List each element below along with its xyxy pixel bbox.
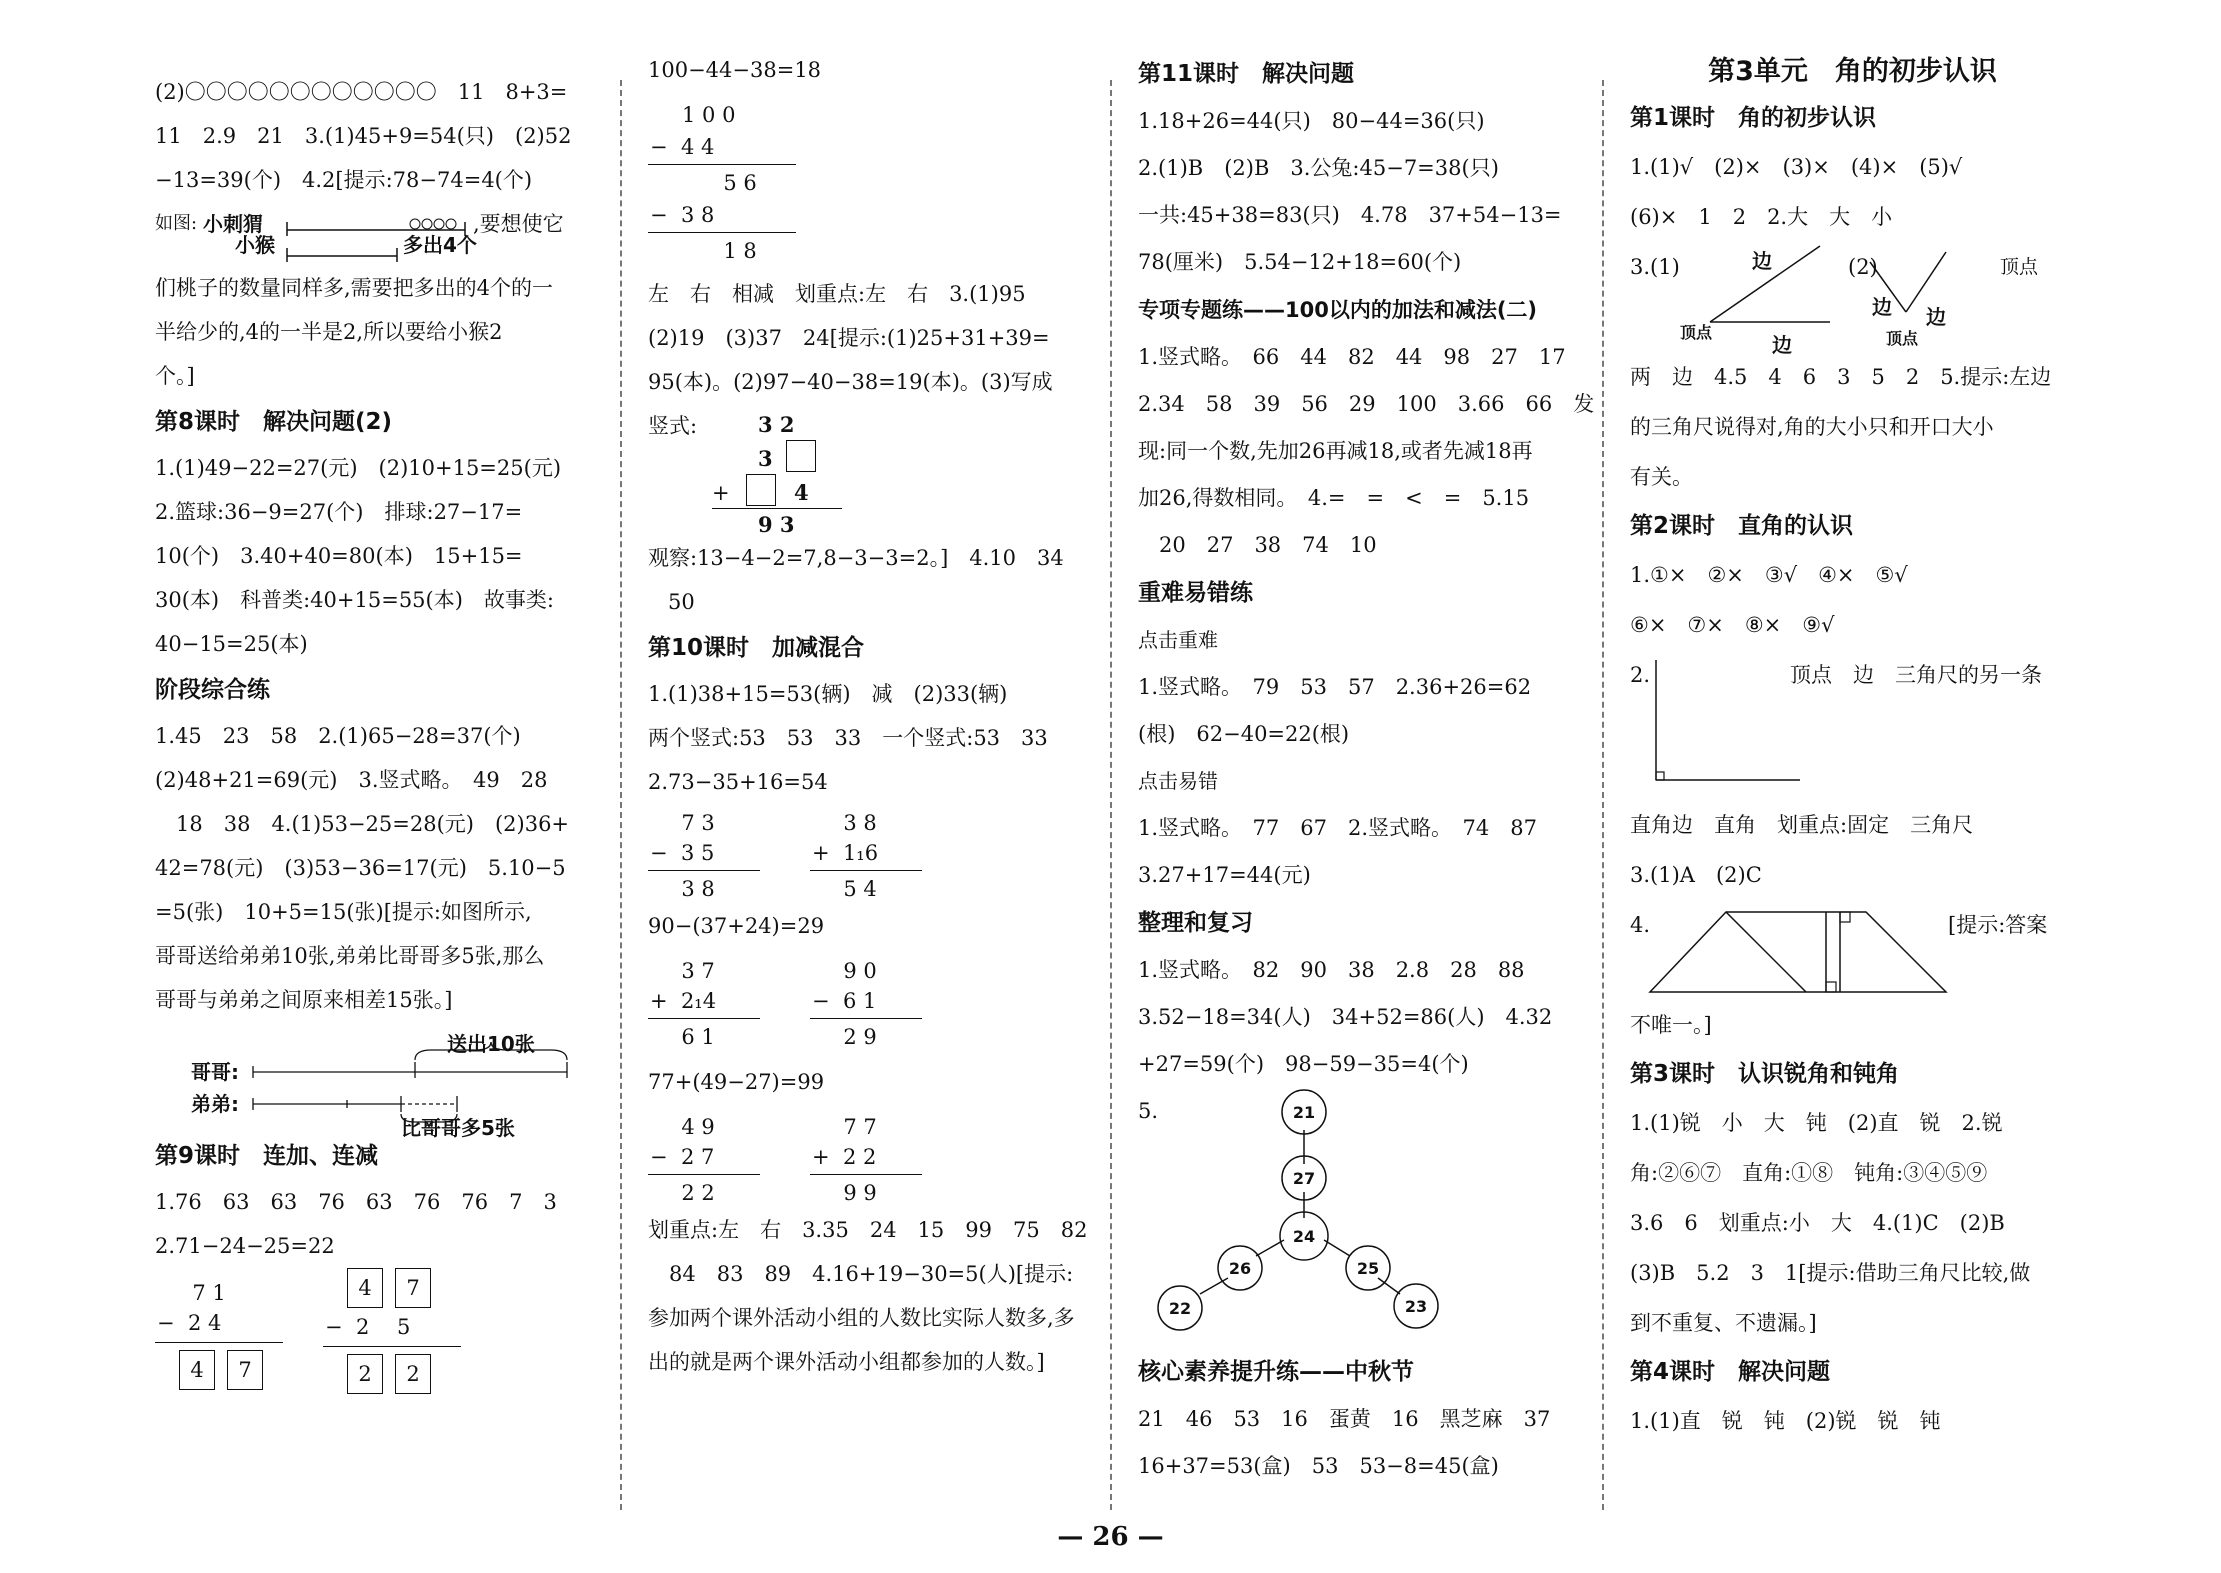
c4-line: (3)B 5.2 3 1[提示:借助三角尺比较,做 [1630, 1261, 2031, 1285]
q4-label: 4. [1630, 913, 1651, 937]
diag-sent: 送出10张 [447, 1032, 535, 1056]
l1-title: 第1课时 角的初步认识 [1630, 105, 1877, 131]
c2-line: 出的就是两个课外活动小组都参加的人数。] [648, 1350, 1045, 1374]
v-row: + 1₁6 [812, 841, 879, 865]
vertical-100-44-38 [648, 92, 1088, 272]
v-line [712, 508, 842, 509]
verticals-row-3 [648, 1104, 1088, 1208]
v-row: 4 9 [668, 1115, 715, 1139]
c2-line: (2)19 (3)37 24[提示:(1)25+31+39= [648, 326, 1050, 350]
lbl-vertex: 顶点 [1886, 329, 1919, 348]
c3-line: 16+37=53(盒) 53 53−8=45(盒) [1138, 1454, 1499, 1478]
v-row: − 2 4 [157, 1311, 222, 1335]
v-row: − 4 4 [650, 135, 715, 159]
c1-line: −13=39(个) 4.2[提示:78−74=4(个) [155, 168, 533, 192]
c1-line: 2.71−24−25=22 [155, 1234, 335, 1258]
stage-title: 阶段综合练 [155, 677, 270, 703]
c4-line: 3.(1)A (2)C [1630, 863, 1762, 887]
c3-line: 3.27+17=44(元) [1138, 863, 1311, 887]
fig-more: 多出4个 [403, 233, 477, 257]
c2-line: 90−(37+24)=29 [648, 914, 825, 938]
v-line [648, 870, 760, 871]
v-row: 9 3 [758, 512, 795, 537]
circle-num: 26 [1228, 1259, 1252, 1278]
v-row: 9 9 [830, 1181, 877, 1205]
page-number: — 26 — [1057, 1522, 1164, 1552]
column-4 [1630, 56, 2075, 1446]
v-row: 3 7 [668, 959, 715, 983]
c1-line: =5(张) 10+5=15(张)[提示:如图所示, [155, 900, 532, 924]
column-separator [620, 80, 622, 1510]
angle-figures [1630, 242, 2075, 357]
q3-2: (2) [1848, 255, 1878, 279]
circle-puzzle-svg [1138, 1088, 1458, 1348]
lbl-vertex-text: 顶点 [2000, 256, 2039, 278]
c1-line: 们桃子的数量同样多,需要把多出的4个的一 [155, 276, 554, 300]
q2-label: 2. [1630, 663, 1651, 687]
c3-line: 一共:45+38=83(只) 4.78 37+54−13= [1138, 203, 1562, 227]
right-angle-figure [1630, 650, 2075, 800]
diag-more: 比哥哥多5张 [401, 1116, 515, 1140]
v-line [810, 1174, 922, 1175]
column-separator [1110, 80, 1112, 1510]
diag-younger: 弟弟: [191, 1092, 239, 1116]
c1-line: 30(本) 科普类:40+15=55(本) 故事类: [155, 588, 554, 612]
c2-line: 100−44−38=18 [648, 58, 822, 82]
c2-line: 77+(49−27)=99 [648, 1070, 825, 1094]
vertical-boxes-47 [323, 1268, 463, 1408]
c1-line: (2)48+21=69(元) 3.竖式略。 49 28 [155, 768, 548, 792]
v-row: 1 8 [710, 239, 757, 263]
circle-num: 27 [1292, 1169, 1316, 1188]
circle-num: 21 [1292, 1103, 1316, 1122]
trapezoid-svg [1646, 908, 1966, 1008]
hard-title: 重难易错练 [1138, 580, 1253, 606]
c4-line: 直角边 直角 划重点:固定 三角尺 [1630, 813, 1974, 837]
c1-line: 个。] [155, 364, 195, 388]
c3-line: 加26,得数相同。 4.= = < = 5.15 [1138, 486, 1530, 510]
v-line [648, 1018, 760, 1019]
circle-num: 22 [1168, 1299, 1192, 1318]
peach-diagram [155, 202, 600, 266]
c4-line: 的三角尺说得对,角的大小只和开口大小 [1630, 415, 1994, 439]
c4-line: 1.①× ②× ③√ ④× ⑤√ [1630, 563, 1908, 587]
c4-line: 1.(1)锐 小 大 钝 (2)直 锐 2.锐 [1630, 1111, 2003, 1135]
c3-line: 1.18+26=44(只) 80−44=36(只) [1138, 109, 1485, 133]
circle-num: 25 [1356, 1259, 1380, 1278]
c1-line: 18 38 4.(1)53−25=28(元) (2)36+ [155, 812, 570, 836]
c2-line: 50 [668, 590, 695, 614]
c3-line: 3.52−18=34(人) 34+52=86(人) 4.32 [1138, 1005, 1553, 1029]
c3-line: 1.竖式略。 66 44 82 44 98 27 17 [1138, 345, 1566, 369]
v-row: 3 8 [830, 811, 877, 835]
c2-line: 84 83 89 4.16+19−30=5(人)[提示: [648, 1262, 1074, 1286]
circle-puzzle [1138, 1088, 1583, 1348]
blank-box [786, 440, 816, 472]
c2-line: 参加两个课外活动小组的人数比实际人数多,多 [648, 1306, 1075, 1330]
c1-line: (2)〇〇〇〇〇〇〇〇〇〇〇〇 11 8+3= [155, 80, 568, 104]
c2-line: 1.(1)38+15=53(辆) 减 (2)33(辆) [648, 682, 1008, 706]
fig-intro: 如图: [155, 213, 198, 234]
v-digit: 3 [758, 446, 773, 471]
c3-line: 2.34 58 39 56 29 100 3.66 66 发 [1138, 392, 1595, 416]
v-plus: + [712, 481, 730, 505]
unit-title: 第3单元 角的初步认识 [1708, 56, 1997, 87]
v-row: − 2 5 [325, 1315, 411, 1339]
diag-brother: 哥哥: [191, 1060, 239, 1084]
v-row: 5 6 [710, 171, 757, 195]
c1-line: 1.45 23 58 2.(1)65−28=37(个) [155, 724, 521, 748]
v-row: 7 1 [179, 1281, 226, 1305]
l4-title: 第4课时 解决问题 [1630, 1359, 1831, 1385]
v-row: 9 0 [830, 959, 877, 983]
review-title: 整理和复习 [1138, 910, 1253, 936]
lbl-edge: 边 [1772, 333, 1792, 357]
c1-line: 10(个) 3.40+40=80(本) 15+15= [155, 544, 523, 568]
v-line [810, 870, 922, 871]
lbl-edge: 边 [1926, 305, 1946, 329]
c4-line: 有关。 [1630, 465, 1693, 489]
c3-line: 78(厘米) 5.54−12+18=60(个) [1138, 250, 1462, 274]
answer-box: 2 [347, 1354, 383, 1394]
v-row: 1 0 0 [682, 103, 736, 127]
q5-label: 5. [1138, 1099, 1159, 1123]
v-row: 7 3 [668, 811, 715, 835]
c2-line: 观察:13−4−2=7,8−3−3=2。] 4.10 34 [648, 546, 1064, 570]
answer-box: 2 [395, 1354, 431, 1394]
c1-line: 半给少的,4的一半是2,所以要给小猴2 [155, 320, 503, 344]
fig-label-hedgehog: 小刺猬 [203, 212, 263, 236]
lbl-vertex: 顶点 [1680, 323, 1713, 342]
core-title: 核心素养提升练——中秋节 [1138, 1359, 1414, 1385]
c1-line: 哥哥送给弟弟10张,弟弟比哥哥多5张,那么 [155, 944, 545, 968]
c3-line: 现:同一个数,先加26再减18,或者先减18再 [1138, 439, 1533, 463]
c1-line: 1.76 63 63 76 63 76 76 7 3 [155, 1190, 557, 1214]
lbl-edge: 边 [1872, 295, 1892, 319]
c2-line: 2.73−35+16=54 [648, 770, 828, 794]
v-row: + 2₁4 [650, 989, 717, 1013]
c2-line: 左 右 相减 划重点:左 右 3.(1)95 [648, 282, 1026, 306]
lbl-edge: 边 [1752, 249, 1772, 273]
c3-line: 1.竖式略。 79 53 57 2.36+26=62 [1138, 675, 1532, 699]
c4-line: (6)× 1 2 2.大 大 小 [1630, 205, 1893, 229]
v-row: − 2 7 [650, 1145, 715, 1169]
lesson10-title: 第10课时 加减混合 [648, 635, 865, 661]
column-1 [155, 70, 600, 1418]
v-line [648, 164, 796, 165]
answer-box: 7 [395, 1268, 431, 1308]
c4-line: ⑥× ⑦× ⑧× ⑨√ [1630, 613, 1835, 637]
answer-box: 4 [179, 1350, 215, 1390]
v-row: 7 7 [830, 1115, 877, 1139]
verticals-row-2 [648, 948, 1088, 1048]
v-row: − 3 8 [650, 203, 715, 227]
c3-line: 2.(1)B (2)B 3.公兔:45−7=38(只) [1138, 156, 1499, 180]
fig-label-monkey: 小猴 [235, 233, 275, 257]
v-line [323, 1346, 461, 1347]
c1-line: 42=78(元) (3)53−36=17(元) 5.10−5 [155, 856, 566, 880]
vertical-32-box [648, 404, 1088, 536]
v-line [648, 232, 796, 233]
c4-line: 角:②⑥⑦ 直角:①⑧ 钝角:③④⑤⑨ [1630, 1161, 1988, 1185]
q3-1: 3.(1) [1630, 255, 1680, 279]
column-separator [1602, 80, 1604, 1510]
trapezoid-figure [1630, 900, 2075, 1000]
c1-line: 2.篮球:36−9=27(个) 排球:27−17= [155, 500, 523, 524]
point-err: 点击易错 [1138, 769, 1218, 793]
c1-line: 1.(1)49−22=27(元) (2)10+15=25(元) [155, 456, 562, 480]
v-row: − 3 5 [650, 841, 715, 865]
v-row: 2 9 [830, 1025, 877, 1049]
c2-line: 划重点:左 右 3.35 24 15 99 75 82 [648, 1218, 1088, 1242]
c4-line: 3.6 6 划重点:小 大 4.(1)C (2)B [1630, 1211, 2005, 1235]
c1-line: 40−15=25(本) [155, 632, 308, 656]
lesson11-title: 第11课时 解决问题 [1138, 61, 1355, 87]
circle-num: 24 [1292, 1227, 1316, 1246]
fig-suffix: ,要想使它 [473, 212, 564, 236]
c2-line: 两个竖式:53 53 33 一个竖式:53 33 [648, 726, 1048, 750]
l2-title: 第2课时 直角的认识 [1630, 513, 1854, 539]
lesson8-title: 第8课时 解决问题(2) [155, 409, 393, 435]
cards-diagram [155, 1022, 600, 1140]
c2-line: 95(本)。(2)97−40−38=19(本)。(3)写成 [648, 370, 1053, 394]
circle-num: 23 [1404, 1297, 1428, 1316]
c4-line: 两 边 4.5 4 6 3 5 2 5.提示:左边 [1630, 365, 2052, 389]
lesson9-title: 第9课时 连加、连减 [155, 1143, 379, 1169]
v-line [155, 1342, 283, 1343]
v-line [648, 1174, 760, 1175]
v-row: 5 4 [830, 877, 877, 901]
vertical-71-24 [155, 1278, 285, 1398]
l3-title: 第3课时 认识锐角和钝角 [1630, 1061, 1900, 1087]
c4-line: 不唯一。] [1630, 1013, 1712, 1037]
v-row: 6 1 [668, 1025, 715, 1049]
c3-line: +27=59(个) 98−59−35=4(个) [1138, 1052, 1469, 1076]
q2-text: 顶点 边 三角尺的另一条 [1790, 663, 2042, 687]
lesson9-verticals [155, 1268, 600, 1418]
point-hard: 点击重难 [1138, 628, 1218, 652]
column-2 [648, 58, 1088, 1384]
v-row: 3 2 [758, 412, 795, 437]
c1-line: 11 2.9 21 3.(1)45+9=54(只) (2)52 [155, 124, 572, 148]
special-title: 专项专题练——100以内的加法和减法(二) [1138, 298, 1538, 322]
q4-hint: [提示:答案 [1948, 913, 2048, 937]
c4-line: 1.(1)直 锐 钝 (2)锐 锐 钝 [1630, 1409, 1941, 1433]
answer-box: 7 [227, 1350, 263, 1390]
c3-line: 21 46 53 16 蛋黄 16 黑芝麻 37 [1138, 1407, 1551, 1431]
answer-box: 4 [347, 1268, 383, 1308]
c3-line: 1.竖式略。 77 67 2.竖式略。 74 87 [1138, 816, 1537, 840]
v-row: 3 8 [668, 877, 715, 901]
verticals-row-1 [648, 804, 1088, 904]
v-row: 2 2 [668, 1181, 715, 1205]
c3-line: 1.竖式略。 82 90 38 2.8 28 88 [1138, 958, 1525, 982]
write-vertical-label: 竖式: [648, 414, 698, 438]
c1-line: 哥哥与弟弟之间原来相差15张。] [155, 988, 453, 1012]
c4-line: 到不重复、不遗漏。] [1630, 1311, 1817, 1335]
v-line [810, 1018, 922, 1019]
v-row: − 6 1 [812, 989, 877, 1013]
column-3 [1138, 61, 1595, 1490]
c3-line: 20 27 38 74 10 [1138, 533, 1377, 557]
v-row: 4 [794, 480, 809, 505]
v-row: + 2 2 [812, 1145, 877, 1169]
c3-line: (根) 62−40=22(根) [1138, 722, 1350, 746]
c4-line: 1.(1)√ (2)× (3)× (4)× (5)√ [1630, 155, 1963, 179]
blank-box [746, 474, 776, 506]
